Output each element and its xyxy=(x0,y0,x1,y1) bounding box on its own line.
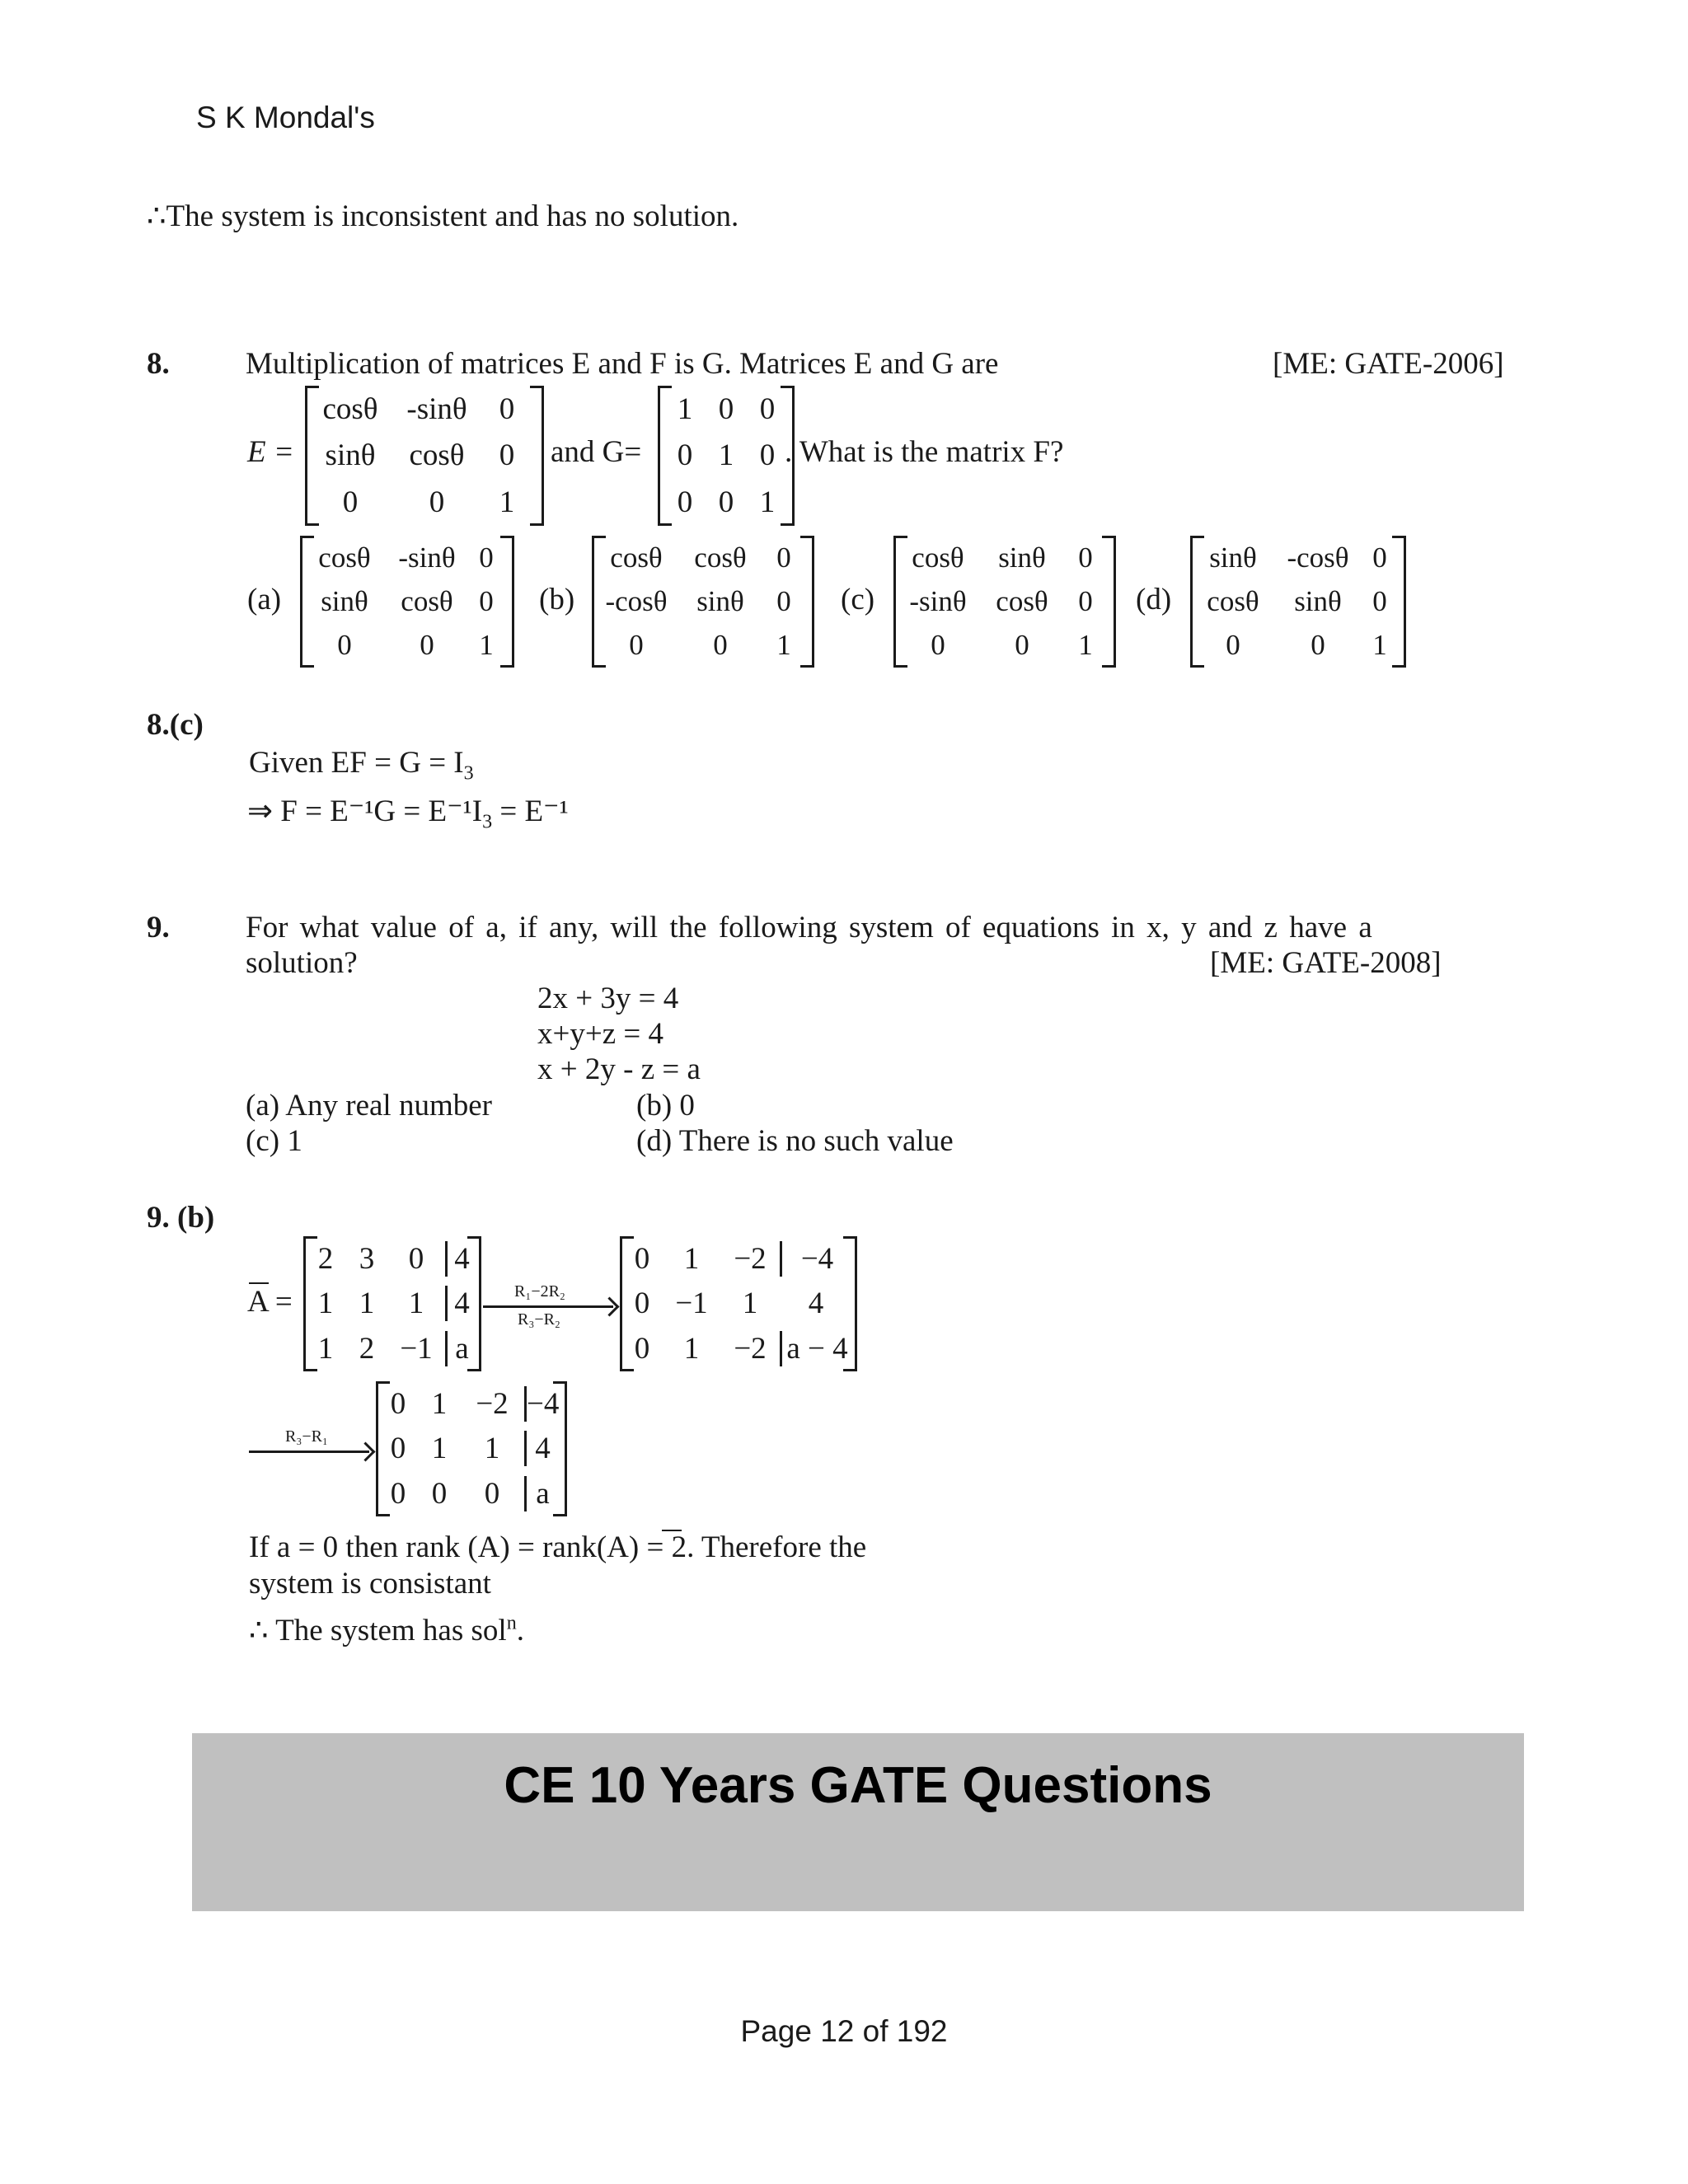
option-cell: 0 xyxy=(1372,584,1387,617)
g-cell: 0 xyxy=(759,391,776,426)
g-cell: 0 xyxy=(718,485,734,520)
option-cell: -sinθ xyxy=(909,584,967,617)
e-cell: 0 xyxy=(342,485,359,520)
option-cell: 0 xyxy=(479,541,494,574)
m2-cell: −2 xyxy=(734,1241,767,1276)
abar-text: A = xyxy=(247,1285,293,1319)
option-cell: 0 xyxy=(337,629,352,662)
a8-line2 xyxy=(247,793,569,833)
option-cell: cosθ xyxy=(694,541,747,574)
q9-number: 9. xyxy=(147,911,170,944)
q9-option-c: (c) 1 xyxy=(246,1124,302,1158)
m1-cell: 4 xyxy=(445,1286,476,1321)
q9-equation: x+y+z = 4 xyxy=(537,1017,664,1051)
m3-cell: 0 xyxy=(431,1477,448,1511)
m2-cell: 0 xyxy=(634,1332,650,1366)
e-cell: cosθ xyxy=(409,438,465,473)
row-op-1-bottom: R₃−R₂ xyxy=(518,1310,560,1329)
m3-cell: −4 xyxy=(524,1386,559,1422)
a9-label: 9. (b) xyxy=(147,1201,215,1235)
e-cell: cosθ xyxy=(322,391,378,426)
m1-cell: a xyxy=(445,1331,476,1366)
a8-line1 xyxy=(249,745,474,785)
option-cell: sinθ xyxy=(696,584,744,617)
option-a-matrix xyxy=(300,536,514,668)
option-cell: 0 xyxy=(776,584,791,617)
intro-line xyxy=(147,198,738,234)
option-cell: sinθ xyxy=(321,584,368,617)
e-cell: sinθ xyxy=(325,438,376,473)
option-cell: -cosθ xyxy=(605,584,668,617)
q9-equation: 2x + 3y = 4 xyxy=(537,982,679,1015)
option-cell: 0 xyxy=(1372,541,1387,574)
and-g-label: and G= xyxy=(551,435,642,469)
option-cell: cosθ xyxy=(996,584,1048,617)
therefore-symbol: ∴ xyxy=(147,199,166,233)
e-cell: -sinθ xyxy=(406,391,467,426)
abar-overline xyxy=(249,1282,269,1284)
abar-label xyxy=(247,1284,293,1319)
q8-text: Multiplication of matrices E and F is G. Matrices E and G are xyxy=(246,347,999,381)
m1-cell: 1 xyxy=(317,1286,334,1321)
row-op-arrow-1 xyxy=(483,1305,613,1308)
m3-cell: 0 xyxy=(390,1386,406,1421)
option-cell: 0 xyxy=(479,584,494,617)
option-cell: sinθ xyxy=(1294,584,1342,617)
page-number: Page 12 of 192 xyxy=(740,2014,948,2048)
m2-cell: 1 xyxy=(683,1332,700,1366)
row-op-2-top: R₃−R₁ xyxy=(285,1427,328,1446)
m2-cell: 1 xyxy=(683,1241,700,1276)
e-cell: 1 xyxy=(499,485,515,520)
m3-cell: 0 xyxy=(484,1477,500,1511)
m3-cell: −2 xyxy=(476,1386,509,1421)
q9-option-b: (b) 0 xyxy=(636,1089,695,1122)
option-d-label: (d) xyxy=(1136,583,1172,616)
m1-cell: 4 xyxy=(445,1241,476,1277)
option-cell: 1 xyxy=(1078,629,1093,662)
a8-line2-text: ⇒ F = E⁻¹G = E⁻¹I xyxy=(247,794,483,828)
option-b-matrix xyxy=(592,536,814,668)
a8-line1-text: Given EF = G = I xyxy=(249,746,464,780)
a8-label: 8.(c) xyxy=(147,708,204,742)
option-cell: 0 xyxy=(1226,629,1240,662)
m1-cell: 0 xyxy=(408,1241,424,1276)
m2-cell: 0 xyxy=(634,1241,650,1276)
q9-source: [ME: GATE-2008] xyxy=(1210,946,1442,980)
m3-cell: 1 xyxy=(431,1432,448,1466)
abar-overline-2 xyxy=(662,1530,682,1531)
m3-cell: 1 xyxy=(431,1386,448,1421)
option-cell: 0 xyxy=(713,629,728,662)
a9-conclusion-2: system is consistant xyxy=(249,1567,491,1601)
option-cell: 0 xyxy=(629,629,644,662)
a8-line2-end: = E⁻¹ xyxy=(492,794,569,828)
m1-cell: 1 xyxy=(408,1286,424,1321)
option-cell: sinθ xyxy=(1209,541,1257,574)
g-cell: 0 xyxy=(677,485,693,520)
m2-cell: −2 xyxy=(734,1332,767,1366)
g-cell: 1 xyxy=(677,391,693,426)
augmented-matrix-1 xyxy=(303,1236,481,1371)
a9-conclusion-3-sup: n xyxy=(506,1612,517,1634)
e-cell: 0 xyxy=(429,485,445,520)
g-cell: 0 xyxy=(718,391,734,426)
option-cell: 0 xyxy=(931,629,945,662)
option-c-label: (c) xyxy=(841,583,875,616)
q9-equation: x + 2y - z = a xyxy=(537,1052,701,1086)
option-cell: cosθ xyxy=(610,541,663,574)
q9-text2: solution? xyxy=(246,946,358,980)
m1-cell: 1 xyxy=(359,1286,375,1321)
a9-conclusion-3-text: ∴ The system has sol xyxy=(249,1614,507,1647)
m2-cell: 1 xyxy=(742,1286,758,1321)
option-cell: 0 xyxy=(1078,584,1093,617)
a8-line2-sub: 3 xyxy=(482,811,493,833)
header-author: S K Mondal's xyxy=(196,101,375,134)
m1-cell: 2 xyxy=(359,1332,375,1366)
m3-cell: 4 xyxy=(524,1431,559,1466)
m2-cell: −1 xyxy=(675,1286,708,1321)
option-cell: cosθ xyxy=(318,541,371,574)
section-banner-title: CE 10 Years GATE Questions xyxy=(504,1757,1212,1814)
m2-cell: −4 xyxy=(780,1241,852,1277)
m3-cell: a xyxy=(524,1476,559,1511)
row-op-1-top: R₁−2R₂ xyxy=(514,1282,565,1301)
option-c-matrix xyxy=(893,536,1116,668)
e-matrix xyxy=(305,386,544,526)
e-label: E = xyxy=(247,435,294,469)
m2-cell: 0 xyxy=(634,1286,650,1321)
option-cell: cosθ xyxy=(401,584,453,617)
q9-option-d: (d) There is no such value xyxy=(636,1124,954,1158)
option-cell: sinθ xyxy=(998,541,1046,574)
m2-cell: 4 xyxy=(808,1286,824,1321)
augmented-matrix-2 xyxy=(620,1236,857,1371)
e-cell: 0 xyxy=(499,438,515,473)
q8-source: [ME: GATE-2006] xyxy=(1273,347,1504,381)
option-cell: 0 xyxy=(420,629,434,662)
a9-conclusion-3-end: . xyxy=(516,1614,524,1647)
q8-question: . What is the matrix F? xyxy=(785,435,1064,469)
m1-cell: 2 xyxy=(317,1241,334,1276)
a9-conclusion-1: If a = 0 then rank (A) = rank(A) = 2. Therefore the xyxy=(249,1530,867,1564)
m1-cell: −1 xyxy=(400,1332,433,1366)
option-cell: cosθ xyxy=(912,541,964,574)
g-cell: 1 xyxy=(718,438,734,473)
g-matrix xyxy=(658,386,795,526)
a9-conclusion-3 xyxy=(249,1612,524,1648)
q9-option-a: (a) Any real number xyxy=(246,1089,492,1122)
e-cell: 0 xyxy=(499,391,515,426)
option-cell: cosθ xyxy=(1207,584,1259,617)
g-cell: 1 xyxy=(759,485,776,520)
augmented-matrix-3 xyxy=(376,1381,567,1516)
option-cell: -sinθ xyxy=(398,541,456,574)
option-cell: -cosθ xyxy=(1287,541,1349,574)
intro-text: The system is inconsistent and has no solution. xyxy=(166,199,739,233)
option-cell: 1 xyxy=(479,629,494,662)
m3-cell: 1 xyxy=(484,1432,500,1466)
q9-text: For what value of a, if any, will the following system of equations in x, y and z have a xyxy=(246,911,1372,944)
option-cell: 1 xyxy=(776,629,791,662)
option-cell: 0 xyxy=(776,541,791,574)
option-cell: 1 xyxy=(1372,629,1387,662)
option-cell: 0 xyxy=(1311,629,1325,662)
g-cell: 0 xyxy=(759,438,776,473)
q8-number: 8. xyxy=(147,347,170,381)
option-a-label: (a) xyxy=(247,583,282,616)
g-cell: 0 xyxy=(677,438,693,473)
m1-cell: 3 xyxy=(359,1241,375,1276)
option-cell: 0 xyxy=(1078,541,1093,574)
section-banner xyxy=(192,1733,1524,1911)
m2-cell: a − 4 xyxy=(780,1331,852,1366)
option-cell: 0 xyxy=(1015,629,1029,662)
option-d-matrix xyxy=(1190,536,1406,668)
m3-cell: 0 xyxy=(390,1432,406,1466)
option-b-label: (b) xyxy=(539,583,575,616)
m3-cell: 0 xyxy=(390,1477,406,1511)
row-op-arrow-2 xyxy=(249,1451,369,1453)
m1-cell: 1 xyxy=(317,1332,334,1366)
a8-line1-sub: 3 xyxy=(463,762,474,785)
